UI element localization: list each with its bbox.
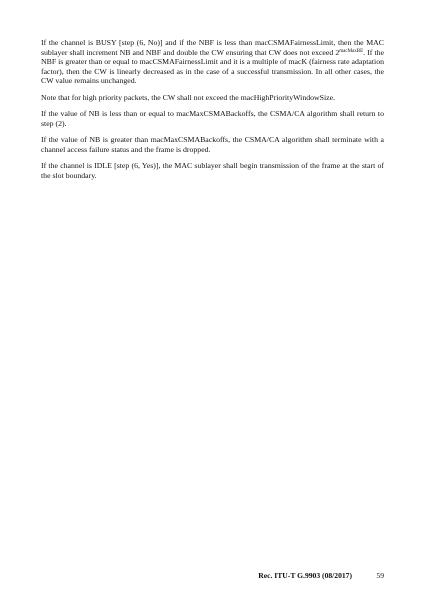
superscript-exponent: macMaxBE [339,48,364,54]
paragraph-nb-greater: If the value of NB is greater than macMaxCSMABackoffs, the CSMA/CA algorithm shall terminate with a channel access failure status and the frame is dropped. [41,135,384,154]
paragraph-idle-channel: If the channel is IDLE [step (6, Yes)], the MAC sublayer shall begin transmission of the frame at the start of the slot boundary. [41,161,384,180]
paragraph-text: If the channel is BUSY [step (6, No)] and if the NBF is less than macCSMAFairnessLimit, then the MAC sublayer shall increment NB and NBF and double the CW ensuring that CW does not exceed 2 [41,38,384,57]
page-number: 59 [376,571,384,580]
paragraph-high-priority-note: Note that for high priority packets, the CW shall not exceed the macHighPriorityWindowSize. [41,92,336,102]
body-text [41,38,384,187]
paragraph-text-continued: . If the NBF is greater than or equal to macCSMAFairnessLimit and it is a multiple of macK (fairness rate adaptation factor), then the CW is linearly decreased as in the case of a successful transmission. In all other cases, the CW value remains unchanged. [41,47,384,85]
recommendation-reference: Rec. ITU-T G.9903 (08/2017) [258,571,352,580]
paragraph-busy-channel [41,38,384,86]
paragraph-nb-less-equal: If the value of NB is less than or equal to macMaxCSMABackoffs, the CSMA/CA algorithm shall return to step (2). [41,109,384,128]
page-footer [41,570,384,582]
